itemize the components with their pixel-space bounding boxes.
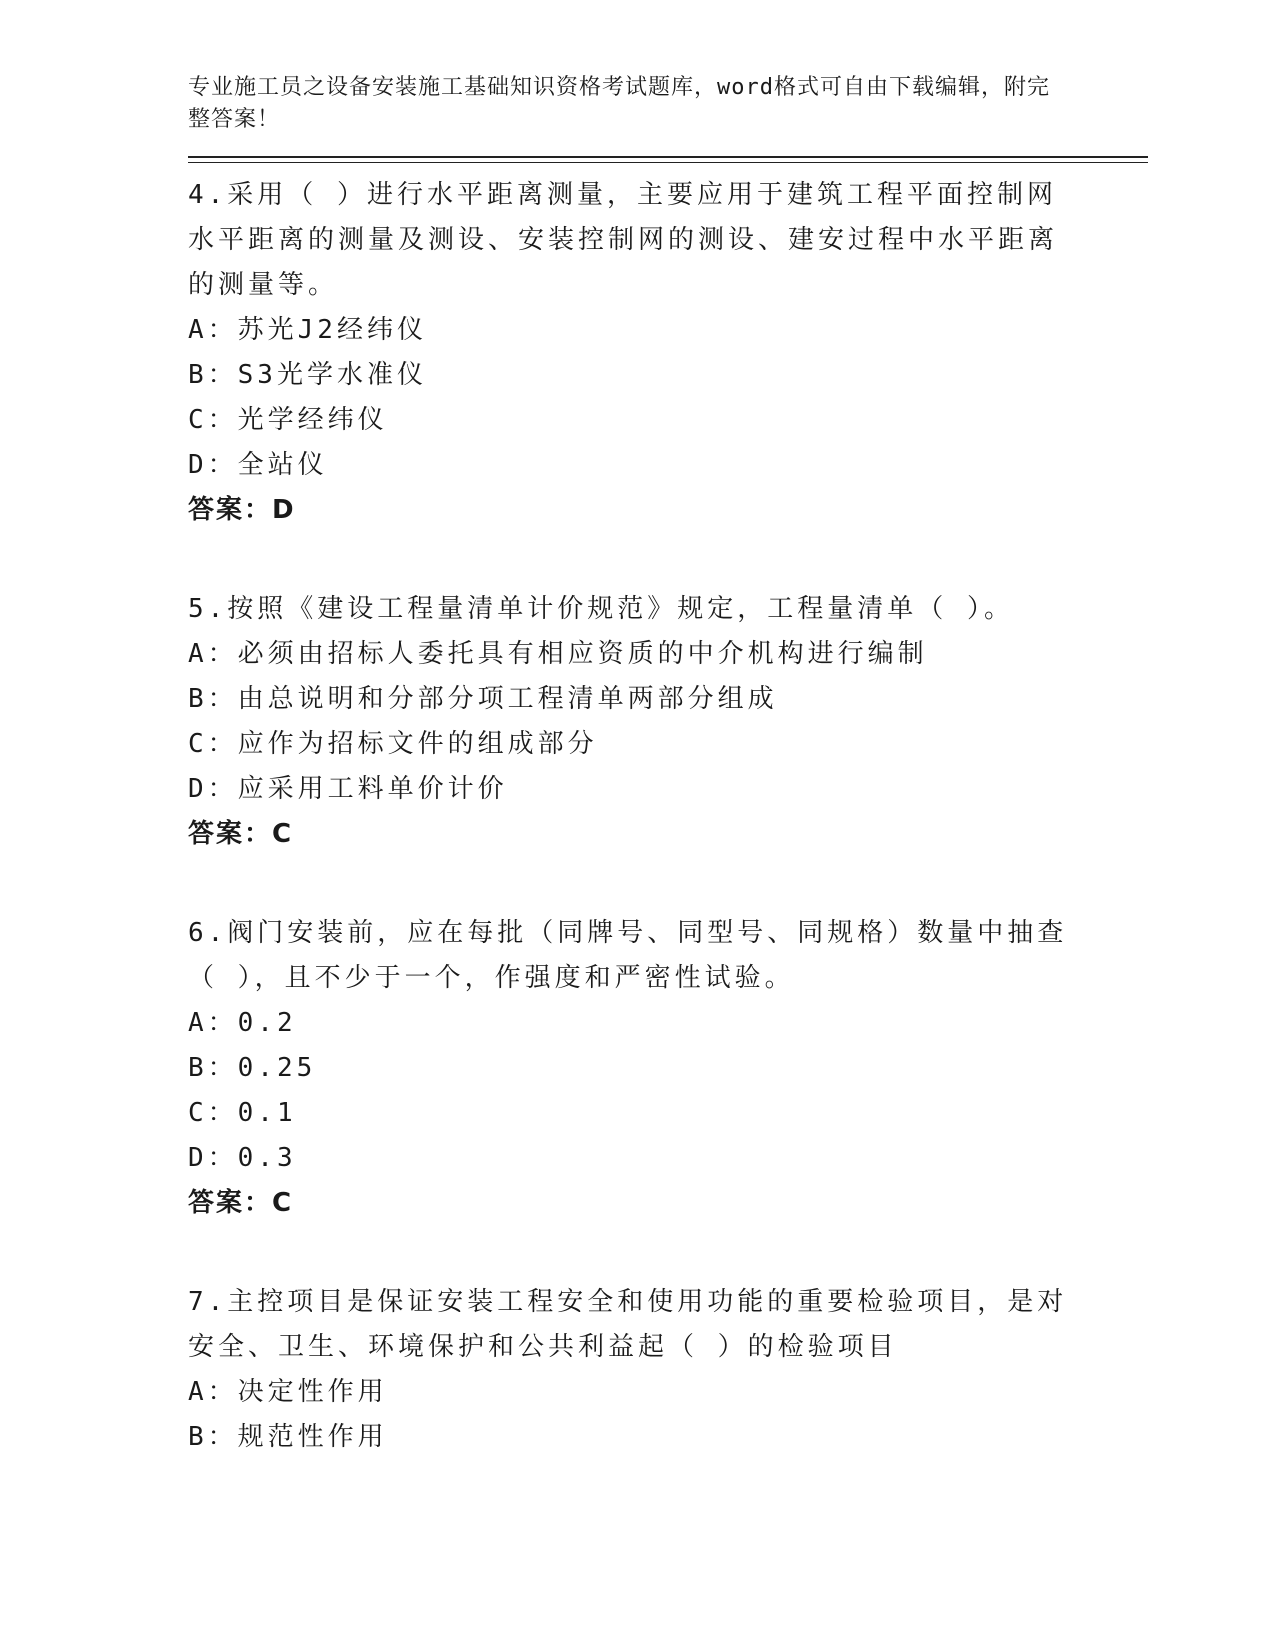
option-b: B：规范性作用 [188,1422,388,1452]
option-a: A：决定性作用 [188,1377,388,1407]
option-c: C：应作为招标文件的组成部分 [188,729,598,759]
option-d: D：全站仪 [188,450,328,480]
answer: 答案：C [188,819,294,849]
option-b: B：0.25 [188,1053,317,1083]
option-a: A：0.2 [188,1008,297,1038]
option-b: B：由总说明和分部分项工程清单两部分组成 [188,684,778,714]
question-5 [188,587,1148,857]
question-4 [188,173,1148,533]
question-stem: 7.主控项目是保证安装工程安全和使用功能的重要检验项目，是对安全、卫生、环境保护和公共利益起（ ）的检验项目 [188,1287,1068,1362]
answer: 答案：C [188,1188,294,1218]
option-d: D：应采用工料单价计价 [188,774,508,804]
option-c: C：0.1 [188,1098,297,1128]
question-stem: 4.采用（ ）进行水平距离测量，主要应用于建筑工程平面控制网水平距离的测量及测设、安装控制网的测设、建安过程中水平距离的测量等。 [188,180,1059,300]
document-header: 专业施工员之设备安装施工基础知识资格考试题库，word格式可自由下载编辑，附完整答案！ [188,75,1050,132]
answer: 答案：D [188,495,296,525]
option-c: C：光学经纬仪 [188,405,388,435]
option-a: A：必须由招标人委托具有相应资质的中介机构进行编制 [188,639,928,669]
option-b: B：S3光学水准仪 [188,360,427,390]
question-stem: 5.按照《建设工程量清单计价规范》规定，工程量清单（ ）。 [188,594,1014,624]
option-d: D：0.3 [188,1143,297,1173]
question-stem: 6.阀门安装前，应在每批（同牌号、同型号、同规格）数量中抽查（ ），且不少于一个，作强度和严密性试验。 [188,918,1068,993]
document-page [188,72,1148,1460]
question-6 [188,911,1148,1226]
question-7 [188,1280,1148,1460]
header-divider [188,156,1148,163]
option-a: A：苏光J2经纬仪 [188,315,427,345]
